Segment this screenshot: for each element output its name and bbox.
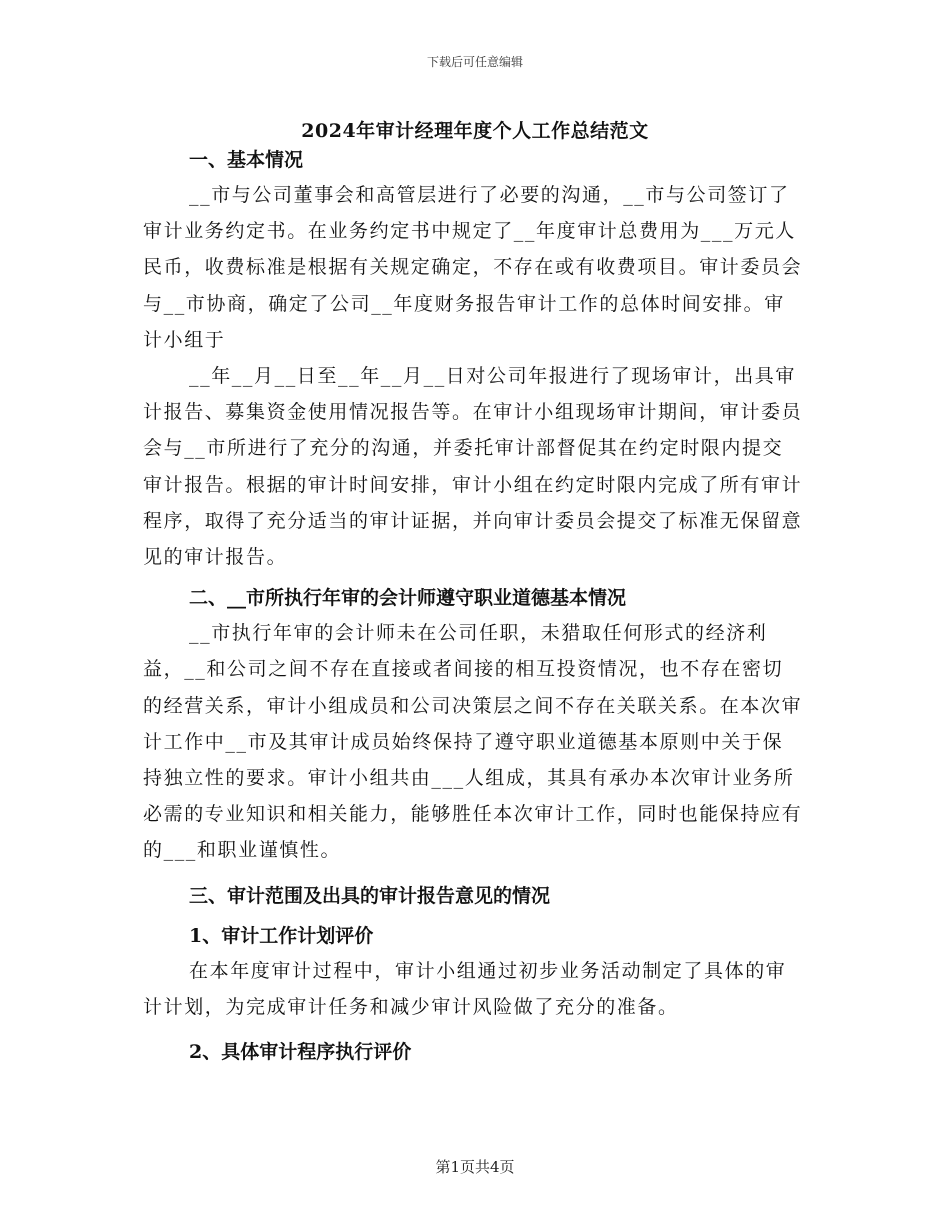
header-note: 下载后可任意编辑 (426, 55, 523, 69)
section-1-paragraph-1: __市与公司董事会和高管层进行了必要的沟通，__市与公司签订了审计业务约定书。在业务约定书中规定了__年度审计总费用为___万元人民币，收费标准是根据有关规定确定，不存在或有收费项目。审计委员会与__市协商，确定了公司__年度财务报告审计工作的总体时间安排。审计小组于 (143, 184, 803, 351)
section-1-paragraph-2: __年__月__日至__年__月__日对公司年报进行了现场审计，出具审计报告、募集资金使用情况报告等。在审计小组现场审计期间，审计委员会与__市所进行了充分的沟通，并委托审计部督促其在约定时限内提交审计报告。根据的审计时间安排，审计小组在约定时限内完成了所有审计程序，取得了充分适当的审计证据，并向审计委员会提交了标准无保留意见的审计报告。 (143, 365, 803, 569)
section-2-heading: 二、__市所执行年审的会计师遵守职业道德基本情况 (189, 587, 627, 610)
subsection-3-1-heading: 1、审计工作计划评价 (189, 924, 374, 947)
subsection-3-1-paragraph: 在本年度审计过程中，审计小组通过初步业务活动制定了具体的审计计划，为完成审计任务和减少审计风险做了充分的准备。 (143, 959, 787, 1018)
section-2-paragraph-1: __市执行年审的会计师未在公司任职，未猎取任何形式的经济利益，__和公司之间不存在直接或者间接的相互投资情况，也不存在密切的经营关系，审计小组成员和公司决策层之间不存在关联关系。在本次审计工作中__市及其审计成员始终保持了遵守职业道德基本原则中关于保持独立性的要求。审计小组共由___人组成，其具有承办本次审计业务所必需的专业知识和相关能力，能够胜任本次审计工作，同时也能保持应有的___和职业谨慎性。 (143, 622, 803, 862)
section-1-heading: 一、基本情况 (189, 149, 304, 171)
page-footer: 第1页共4页 (435, 1158, 515, 1176)
section-3-heading: 三、审计范围及出具的审计报告意见的情况 (189, 884, 551, 907)
document-title: 2024年审计经理年度个人工作总结范文 (301, 120, 649, 142)
subsection-3-2-heading: 2、具体审计程序执行评价 (189, 1041, 412, 1064)
document-body (143, 143, 803, 1069)
